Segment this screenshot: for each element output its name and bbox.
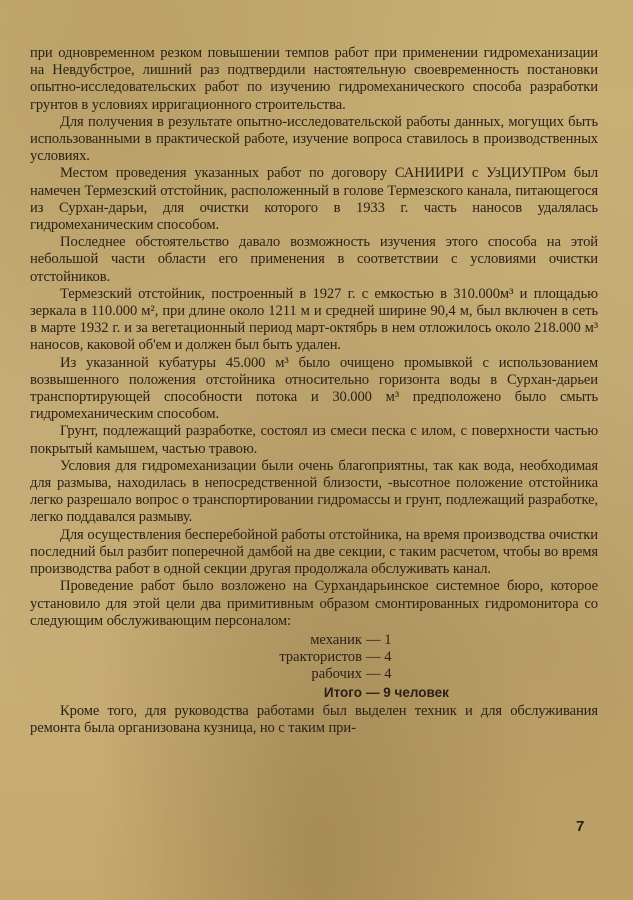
staff-list [30,632,598,701]
staff-total-row [254,684,598,701]
paragraph: Проведение работ было возложено на Сурхандарьинское системное бюро, которое установило для этой цели два примитивным образом смонтированных гидромонитора со следующим обслуживающим персоналом: [30,578,598,629]
paragraph: Из указанной кубатуры 45.000 м³ было очищено промывкой с использованием возвышенного положения отстойника относительно горизонта воды в Сурхан-дарьеи транспортирующей способности потока и 30.000 м³ предположено было смыть гидромеханическим способом. [30,354,598,423]
staff-role: рабочих [311,666,362,683]
staff-row [254,649,598,666]
staff-row [254,666,598,683]
paragraph: при одновременном резком повышении темпов работ при применении гидромеханизации на Невдубстрое, лишний раз подтвердили настоятельную своевременность постановки опытно-исследовательских работ по изучению гидромеханического способа разработки грунтов в условиях ирригационного строительства. [30,45,598,113]
staff-row [254,632,598,649]
paragraph: Кроме того, для руководства работами был выделен техник и для обслуживания ремонта была организована кузница, но с таким при- [30,702,598,736]
staff-role: механик [310,631,362,648]
paragraph: Местом проведения указанных работ по договору САНИИРИ с УзЦИУПРом был намечен Термезский отстойник, расположенный в голове Термезского канала, питающегося из Сурхан-дарьи, для очистки которого в 1933 г. часть наносов удалялась гидромеханическим способом. [30,165,598,234]
paragraph: Последнее обстоятельство давало возможность изучения этого способа на этой небольшой части области его применения в соответствии с условиями очистки отстойников. [30,234,598,285]
page-number: 7 [576,818,585,835]
paragraph: Термезский отстойник, построенный в 1927 г. с емкостью в 310.000м³ и площадью зеркала в 110.000 м², при длине около 1211 м и средней ширине 90,4 м, был включен в сеть в марте 1932 г. и за вегетационный период март-октябрь в нем отложилось около 218.000 м³ наносов, каковой об'ем и должен был быть удален. [30,285,598,354]
paragraph: Грунт, подлежащий разработке, состоял из смеси песка с илом, с поверхности частью покрытый камышем, частью травою. [30,423,598,457]
paragraph: Условия для гидромеханизации были очень благоприятны, так как вода, необходимая для размыва, находилась в непосредственной близости, -высотное положение отстойника легко разрешало вопрос о транспортировании гидромассы и грунт, подлежащий разработке, легко поддавался размыву. [30,457,598,526]
staff-total-label: Итого [323,684,362,700]
staff-total-count: — 9 человек [366,684,449,700]
document-page [30,45,598,737]
staff-count: — 4 [366,666,392,683]
staff-count: — 4 [366,649,392,666]
staff-count: — 1 [366,631,392,648]
paragraph: Для осуществления бесперебойной работы отстойника, на время производства очистки последний был разбит поперечной дамбой на две секции, с таким расчетом, чтобы во время производства работ в одной секции другая продолжала обслуживать канал. [30,526,598,578]
paragraph: Для получения в результате опытно-исследовательской работы данных, могущих быть использованными в практической работе, изучение вопроса ставилось в производственных условиях. [30,113,598,165]
staff-role: трактористов [279,649,362,666]
